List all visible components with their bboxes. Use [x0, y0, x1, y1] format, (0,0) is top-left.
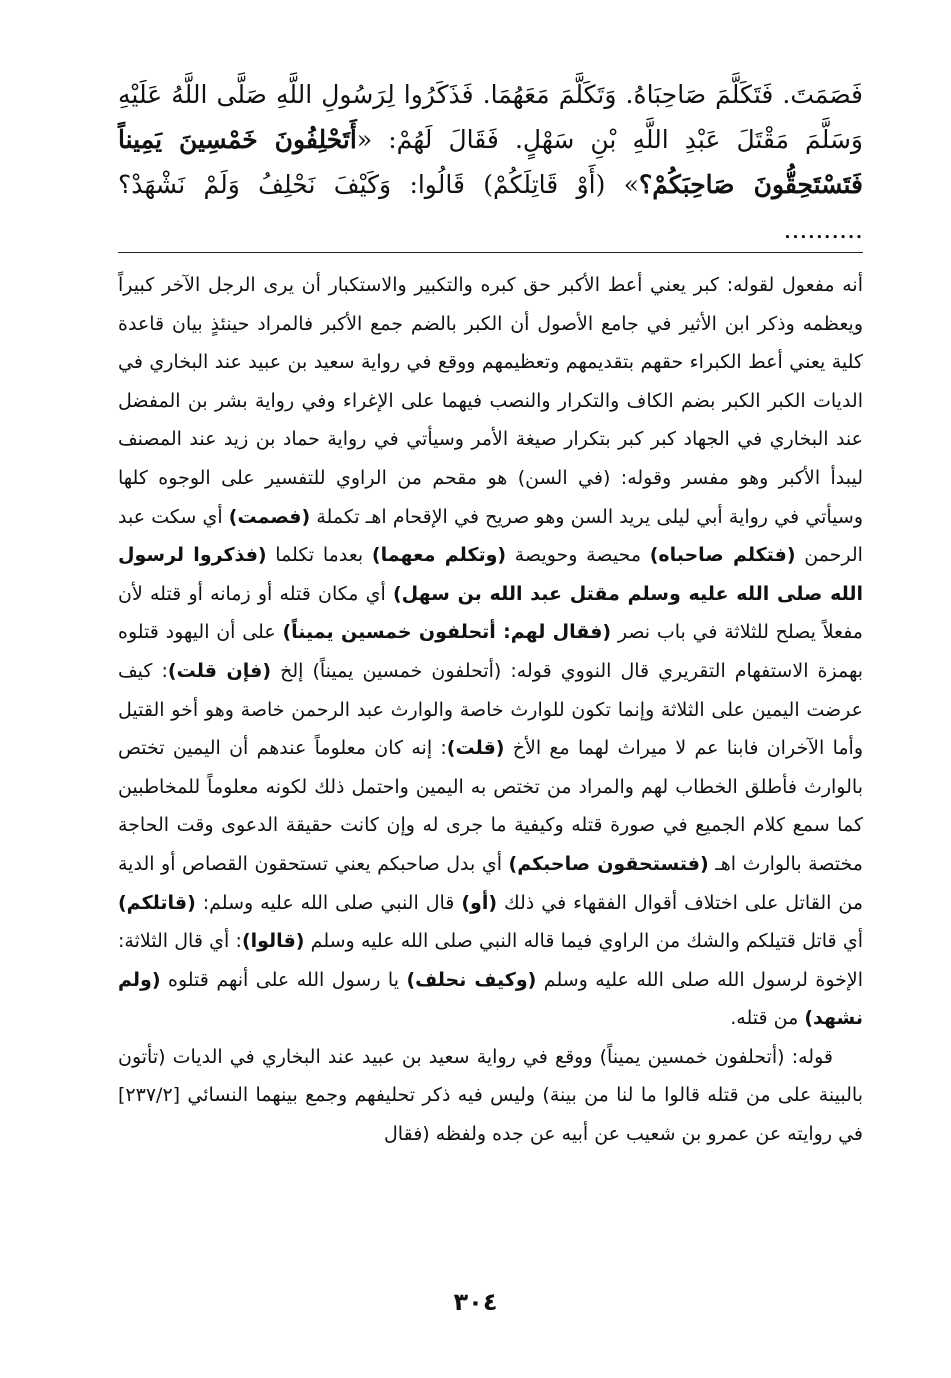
section-divider: [118, 252, 863, 253]
commentary-segment: قال النبي صلى الله عليه وسلم:: [195, 891, 462, 914]
commentary-paragraph: [118, 266, 863, 1038]
commentary-paragraph: [118, 1038, 863, 1154]
commentary-segment: أي بدل صاحبكم يعني تستحقون القصاص أو الدية من القاتل على اختلاف أقوال الفقهاء في ذلك: [118, 852, 863, 914]
commentary-segment-bold: (قلت): [446, 737, 505, 760]
commentary-segment-bold: (فذكروا لرسول الله صلى الله عليه وسلم مقتل عبد الله بن سهل): [118, 544, 864, 605]
hadith-paragraph: [118, 72, 863, 252]
commentary-segment: قوله: (أتحلفون خمسين يميناً) ووقع في رواية سعيد بن عبيد عند البخاري في الديات (تأتون بالبينة على من قتله قالوا ما لنا من بينة) وليس فيه ذكر تحليفهم وجمع بينهما النسائي [٢٣٧/٢] في روايته عن عمرو بن شعيب عن أبيه عن جده ولفظه (فقال: [118, 1045, 863, 1146]
commentary-segment: بعدما تكلما: [266, 544, 372, 567]
commentary-segment-bold: (أو): [461, 891, 498, 914]
commentary-segment-bold: (ولم نشهد): [118, 968, 863, 1030]
commentary-segment-bold: (فتكلم صاحباه): [649, 544, 796, 567]
commentary-segment-bold: (قالوا): [241, 930, 305, 953]
commentary-segment: (في السن): [517, 466, 611, 489]
hadith-segment: » (أَوْ قَاتِلَكُمْ) قَالُوا: وَكَيْفَ نَحْلِفُ وَلَمْ نَشْهَدْ؟ ..........: [118, 170, 863, 244]
commentary-segment: أي قاتل قتيلكم والشك من الراوي فيما قاله النبي صلى الله عليه وسلم: [304, 930, 863, 953]
page-number: ٣٠٤: [453, 1288, 498, 1316]
commentary-segment: من قتله.: [730, 1007, 805, 1030]
commentary-segment-bold: (قاتلكم): [118, 891, 196, 914]
hadith-text: [118, 72, 863, 252]
hadith-segment: فَصَمَتَ. فَتَكَلَّمَ صَاحِبَاهُ. وَتَكَلَّمَ مَعَهُمَا. فَذَكَرُوا لِرَسُولِ اللَّهِ صَلَّى اللَّهُ عَلَيْهِ وَسَلَّمَ مَقْتَلَ عَبْدِ اللَّهِ بْنِ سَهْلٍ. فَقَالَ لَهُمْ: «: [118, 80, 863, 154]
commentary-segment: أي مكان قتله أو زمانه أو قتله لأن مفعلاً يصلح للثلاثة في باب نصر: [118, 582, 863, 644]
commentary-segment-bold: (وكيف نحلف): [406, 968, 537, 991]
commentary-segment: على أن اليهود قتلوه بهمزة الاستفهام التقريري قال النووي قوله: (أتحلفون خمسين يميناً) إلخ: [118, 621, 863, 682]
commentary-segment: أي سكت عبد الرحمن: [118, 505, 863, 567]
commentary-segment-bold: (فقال لهم: أتحلفون خمسين يميناً): [282, 621, 612, 644]
commentary-segment-bold: (فتستحقون صاحبكم): [508, 852, 709, 875]
commentary-text: [118, 266, 863, 1154]
commentary-segment: هو مقحم من الراوي للتفسير على الوجوه كلها وسيأتي في رواية أبي ليلى يريد السن وهو صريح في الإقحام اهـ تكملة: [118, 466, 863, 528]
commentary-segment: أنه مفعول لقوله: كبر يعني أعط الأكبر حق كبره والتكبير والاستكبار أن يرى الرجل الآخر كبيراً ويعظمه وذكر ابن الأثير في جامع الأصول أن الكبر بالضم جمع الأكبر فالمراد حينئذٍ بيان قاعدة كلية يعني أعط الكبراء حقهم بتقديمهم وتعظيمهم ووقع في رواية سعيد بن عبيد عند البخاري في الديات الكبر الكبر بضم الكاف والتكرار والنصب فيهما على الإغراء وفي رواية بشر بن المفضل عند البخاري في الجهاد كبر كبر بتكرار صيغة الأمر وسيأتي في رواية حماد بن زيد عند المصنف ليبدأ الأكبر وهو مفسر وقوله:: [118, 274, 864, 489]
commentary-segment-bold: (فإن قلت): [167, 659, 272, 682]
commentary-segment: : كيف عرضت اليمين على الثلاثة وإنما تكون للوارث خاصة والوارث عبد الرحمن خاصة وهو أخو القتيل وأما الآخران فابنا عم لا ميراث لهما مع الأخ: [118, 659, 863, 760]
hadith-segment-bold: أَتَحْلِفُونَ خَمْسِينَ يَمِيناً فَتَسْتَحِقُّونَ صَاحِبَكُمْ؟: [118, 125, 863, 199]
commentary-segment-bold: (وتكلم معهما): [371, 544, 507, 567]
commentary-segment: يا رسول الله على أنهم قتلوه: [160, 968, 407, 991]
commentary-segment: : إنه كان معلوماً عندهم أن اليمين تختص بالوارث فأطلق الخطاب لهم والمراد من تختص به اليمين واحتمل ذلك لكونه معلوماً للمخاطبين كما سمع كلام الجميع في صورة قتله وكيفية ما جرى له وإن كانت حقيقة الدعوى وقت الحاجة مختصة بالوارث اهـ: [118, 737, 863, 875]
commentary-segment: : أي قال الثلاثة: الإخوة لرسول الله صلى الله عليه وسلم: [118, 930, 863, 991]
commentary-segment: محيصة وحويصة: [506, 544, 650, 567]
commentary-segment-bold: (فصمت): [228, 505, 311, 528]
